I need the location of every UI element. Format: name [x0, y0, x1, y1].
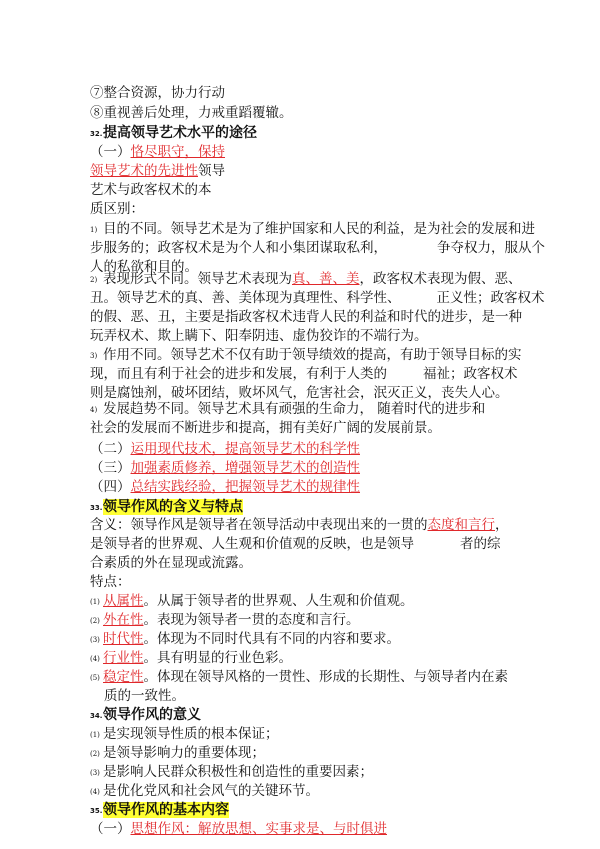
difference-4-line-2: 社会的发展而不断进步和提高，拥有美好广阔的发展前景。	[90, 420, 441, 436]
difference-1: 1) 目的不同。领导艺术是为了维护国家和人民的利益，是为社会的发展和进	[90, 221, 535, 237]
feature-5: (5) 稳定性。体现在领导风格的一贯性、形成的长期性、与领导者内在素	[90, 669, 508, 685]
heading-number: 32.	[90, 130, 103, 138]
feature-2: (2) 外在性。表现为领导者一贯的态度和言行。	[90, 612, 360, 628]
path-4-link[interactable]: 总结实践经验，把握领导艺术的规律性	[130, 479, 360, 495]
content-1: （一）思想作风：解放思想、实事求是、与时俱进	[90, 821, 387, 837]
path-1-prefix: （一）	[90, 144, 131, 160]
path-1-link[interactable]: 恪尽职守，保持	[130, 144, 225, 160]
feature-2-link[interactable]: 外在性	[103, 612, 144, 628]
feature-1: (1) 从属性。从属于领导者的世界观、人生观和价值观。	[90, 593, 414, 609]
heading-number: 35.	[90, 807, 103, 815]
meaning-4: (4) 是优化党风和社会风气的关键环节。	[90, 783, 319, 799]
feature-5-line-2: 质的一致性。	[104, 688, 185, 704]
feature-4: (4) 行业性。具有明显的行业色彩。	[90, 650, 292, 666]
feature-3: (3) 时代性。体现为不同时代具有不同的内容和要求。	[90, 631, 400, 647]
feature-3-link[interactable]: 时代性	[103, 631, 144, 647]
path-3-link[interactable]: 加强素质修养，增强领导艺术的创造性	[130, 460, 360, 476]
difference-2: 2) 表现形式不同。领导艺术表现为真、善、美，政客权术表现为假、恶、	[90, 271, 522, 287]
difference-4: 4) 发展趋势不同。领导艺术具有顽强的生命力， 随着时代的进步和	[90, 401, 486, 417]
difference-3-line-3: 则是腐蚀剂，破坏团结，败坏风气，危害社会，泯灭正义，丧失人心。	[90, 385, 509, 401]
meaning-2: (2) 是领导影响力的重要体现；	[90, 745, 265, 761]
heading-title: 提高领导艺术水平的途径	[103, 125, 257, 141]
path-1-line	[90, 143, 225, 161]
path-4: （四）总结实践经验，把握领导艺术的规律性	[90, 479, 360, 495]
heading-35	[90, 801, 229, 819]
true-good-beautiful-link[interactable]: 真、善、美	[292, 271, 360, 287]
difference-2-line-4: 玩弄权术、欺上瞒下、阳奉阴违、虚伪狡诈的不端行为。	[90, 328, 428, 344]
content-1-link[interactable]: 思想作风：解放思想、实事求是、与时俱进	[130, 821, 387, 837]
difference-1-line-2: 步服务的；政客权术是为个人和小集团谋取私利， 争夺权力，服从个	[90, 240, 545, 256]
definition-line-1: 含义：领导作风是领导者在领导活动中表现出来的一贯的态度和言行，	[90, 517, 509, 533]
path-1-line-2	[90, 162, 225, 180]
heading-title: 领导作风的意义	[103, 707, 201, 723]
difference-3: 3) 作用不同。领导艺术不仅有助于领导绩效的提高，有助于领导目标的实	[90, 347, 522, 363]
path-1-line-4: 质区别：	[90, 201, 144, 217]
feature-5-link[interactable]: 稳定性	[103, 669, 144, 685]
difference-number: 2)	[90, 276, 98, 284]
difference-1-line-3: 人的私欲和目的。	[90, 259, 198, 275]
definition-line-3: 合素质的外在显现或流露。	[90, 555, 252, 571]
meaning-3: (3) 是影响人民群众积极性和创造性的重要因素；	[90, 764, 373, 780]
path-2: （二）运用现代技术，提高领导艺术的科学性	[90, 441, 360, 457]
heading-number: 33.	[90, 504, 103, 512]
path-2-link[interactable]: 运用现代技术，提高领导艺术的科学性	[130, 441, 360, 457]
definition-line-2: 是领导者的世界观、人生观和价值观的反映，也是领导 者的综	[90, 536, 501, 552]
difference-2-line-2: 丑。领导艺术的真、善、美体现为真理性、科学性、 正义性；政客权术	[90, 290, 545, 306]
heading-title: 领导作风的基本内容	[103, 802, 229, 818]
heading-33	[90, 498, 243, 516]
heading-34	[90, 706, 201, 724]
path-1-line-3: 艺术与政客权术的本	[90, 182, 212, 198]
step-7: ⑦整合资源，协力行动	[90, 85, 225, 101]
path-1-link-cont[interactable]: 领导艺术的先进性	[90, 163, 198, 179]
attitude-link[interactable]: 态度和言行	[427, 517, 495, 533]
difference-number: 4)	[90, 406, 98, 414]
features-label: 特点：	[90, 574, 131, 590]
heading-32	[90, 124, 257, 142]
difference-2-line-3: 的假、恶、丑，主要是指政客权术违背人民的利益和时代的进步，是一种	[90, 309, 522, 325]
meaning-1: (1) 是实现领导性质的根本保证；	[90, 726, 279, 742]
heading-title: 领导作风的含义与特点	[103, 499, 243, 515]
difference-number: 1)	[90, 226, 98, 234]
path-1-text: 领导	[198, 163, 225, 179]
difference-3-line-2: 现，而且有利于社会的进步和发展，有利于人类的 福祉；政客权术	[90, 366, 518, 382]
heading-number: 34.	[90, 712, 103, 720]
difference-number: 3)	[90, 352, 98, 360]
feature-1-link[interactable]: 从属性	[103, 593, 144, 609]
step-8: ⑧重视善后处理，力戒重蹈覆辙。	[90, 105, 293, 121]
path-3: （三）加强素质修养，增强领导艺术的创造性	[90, 460, 360, 476]
feature-4-link[interactable]: 行业性	[103, 650, 144, 666]
